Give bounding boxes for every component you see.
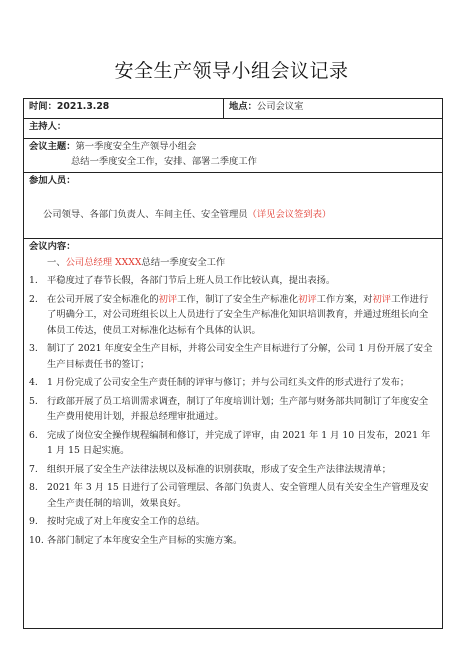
item-text-segment: 平稳度过了春节长假，各部门节后上班人员工作比较认真，提出表扬。 [47, 275, 336, 286]
time-label: 时间： [29, 101, 57, 112]
time-location-row [24, 99, 443, 119]
item-number: 5. [29, 395, 38, 407]
item-number: 6. [29, 429, 38, 441]
item-number: 1. [29, 275, 38, 286]
item-number: 2. [29, 293, 38, 305]
topic-row [24, 139, 443, 173]
content-item [29, 341, 437, 372]
topic-cell [24, 139, 443, 173]
item-text [47, 428, 437, 459]
location-label: 地点： [229, 101, 257, 112]
content-item [29, 428, 437, 459]
item-text-segment: 工作，制订了安全生产标准化 [177, 293, 299, 305]
topic-line-1: 第一季度安全生产领导小组会 [75, 141, 197, 152]
item-text-segment: 按时完成了对上年度安全工作的总结。 [47, 516, 206, 527]
location-cell [224, 99, 443, 119]
content-item [29, 292, 437, 339]
highlighted-text: 初评 [158, 293, 178, 305]
subheading-text: 总结一季度安全工作 [141, 257, 226, 268]
item-text-segment: 各部门制定了本年度安全生产目标的实施方案。 [47, 534, 243, 546]
item-text [47, 514, 437, 530]
item-number: 10. [29, 534, 44, 546]
host-label: 主持人： [29, 121, 67, 132]
content-item [29, 533, 437, 549]
attendees-row [24, 173, 443, 239]
page-title: 安全生产领导小组会议记录 [114, 60, 349, 82]
content-item [29, 514, 437, 530]
item-text [47, 533, 437, 549]
content-item [29, 480, 437, 511]
content-item [29, 375, 437, 391]
item-text-segment: 1 月份完成了公司安全生产责任制的评审与修订；并与公司红头文件的形式进行了发布； [47, 377, 410, 388]
topic-label: 会议主题： [29, 141, 76, 152]
item-number: 7. [29, 463, 38, 475]
content-item [29, 273, 437, 289]
attendees-note: （详见会议签到表） [247, 209, 332, 220]
time-cell [24, 99, 224, 119]
item-number: 8. [29, 482, 38, 493]
content-row [24, 239, 443, 629]
item-text [47, 462, 437, 478]
item-text-segment: 在公司开展了安全标准化的 [47, 293, 159, 305]
item-number: 9. [29, 516, 38, 527]
item-text [47, 292, 437, 339]
item-text-segment: 制订了 2021 年度安全生产目标，并将公司安全生产目标进行了分解，公司 1 月份开展了安全生产目标责任书的签订； [47, 343, 433, 370]
item-text [47, 480, 437, 511]
attendees-text: 公司领导、各部门负责人、车间主任、安全管理员 [43, 209, 248, 220]
item-text-segment: 行政部开展了员工培训需求调查，制订了年度培训计划；生产部与财务部共同制订了年度安全生产费用使用计划，并报总经理审批通过。 [47, 395, 429, 422]
highlighted-text: 初评 [298, 293, 317, 305]
time-value: 2021.3.28 [56, 101, 110, 112]
content-item-list [29, 273, 437, 548]
subheading-speaker: 公司总经理 XXXX [65, 257, 142, 268]
item-text-segment: 工作方案，对 [316, 293, 373, 305]
item-text-segment: 组织开展了安全生产法律法规以及标准的识别获取，形成了安全生产法律法规清单； [47, 463, 391, 475]
attendees-cell [24, 173, 443, 239]
location-value: 公司会议室 [256, 101, 304, 112]
content-label: 会议内容： [29, 241, 76, 252]
attendees-label: 参加人员： [29, 175, 76, 186]
item-text-segment: 完成了岗位安全操作规程编制和修订，并完成了评审，由 2021 年 1 月 10 日发布，2021 年 1 月 15 日起实施。 [47, 429, 431, 456]
host-row [24, 119, 443, 139]
item-text [47, 375, 437, 391]
item-number: 3. [29, 343, 38, 354]
item-text [47, 341, 437, 372]
meeting-record-table [23, 98, 443, 629]
item-number: 4. [29, 377, 38, 388]
host-cell [24, 119, 443, 139]
content-item [29, 394, 437, 425]
item-text-segment: 工作进行了明确分工，对公司班组长以上人员进行了安全生产标准化知识培训教育，并通过班组长向全体员工传达，使员工对标准化达标有个具体的认识。 [47, 293, 429, 336]
topic-line-2: 总结一季度安全工作，安排、部署二季度工作 [71, 156, 257, 167]
subheading-prefix: 一、 [47, 257, 66, 268]
content-subheading [29, 255, 437, 270]
item-text [47, 394, 437, 425]
item-text-segment: 2021 年 3 月 15 日进行了公司管理层、各部门负责人、安全管理人员有关安全生产管理及安全生产责任制的培训，效果良好。 [47, 482, 429, 509]
content-item [29, 462, 437, 478]
content-cell [24, 239, 443, 629]
item-text [47, 273, 437, 289]
highlighted-text: 初评 [372, 293, 392, 305]
